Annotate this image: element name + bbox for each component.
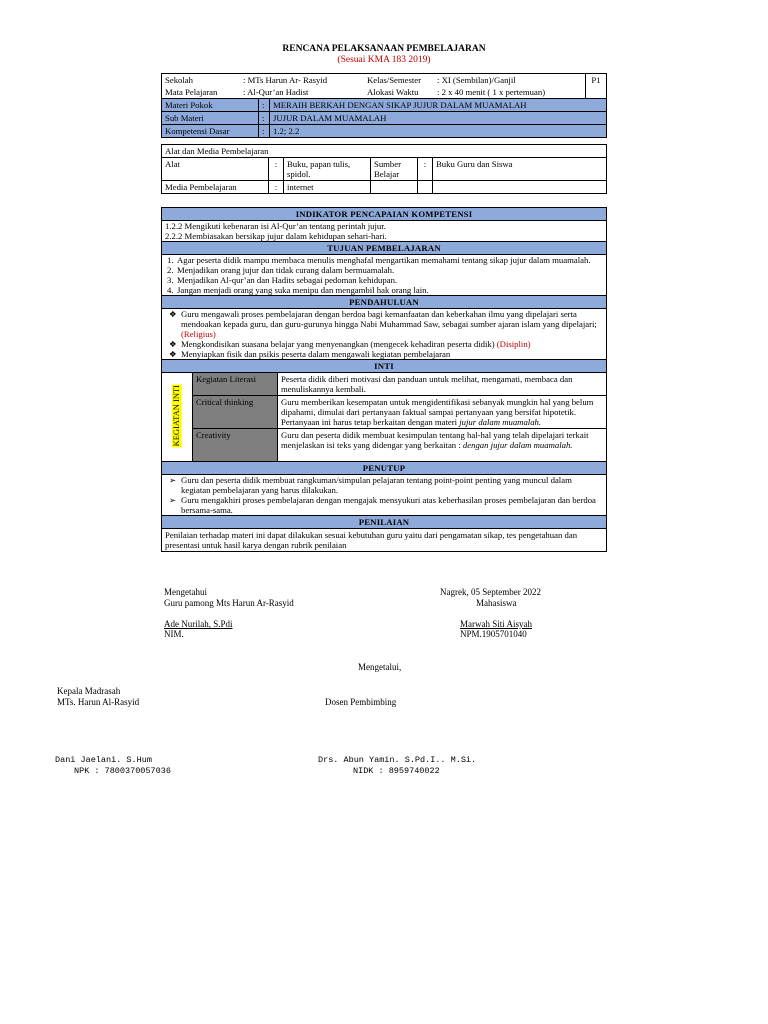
inti-row-text: Guru memberikan kesempatan untuk mengidentifikasi sebanyak mungkin hal yang belum dipahami, dimulai dari pertanyaan faktual sampai pertanyaan yang bersifat hipotetik. Pertanyaan ini harus tetap berkaitan dengan materi jujur dalam muamalah. [278,396,607,429]
alokasi-label: Alokasi Waktu [367,87,419,97]
tujuan-item: 4. Jangan menjadi orang yang suka menipu dan mengambil hak orang lain. [167,285,429,295]
colon: : [269,158,284,181]
diamond-bullet-icon: ❖ [169,339,177,349]
penutup-item: ➢ Guru mengakhiri proses pembelajaran dengan mengajak mensyukuri atas keberhasilan proses pembelajaran dan berdoa bersama-sama. [169,495,596,515]
sub-value: JUJUR DALAM MUAMALAH [270,112,607,125]
inti-heading: INTI [162,360,607,373]
tujuan-item: 2. Menjadikan orang jujur dan tidak curang dalam bermuamalah. [167,265,395,275]
inti-row-label: Creativity [193,429,278,462]
main-table [161,207,607,552]
sig-kepala-name: Dani Jaelani. S.Hum [55,755,152,765]
sig-left-name: Ade Nurilah, S.Pdi [164,619,233,629]
alat-value: Buku, papan tulis, spidol. [284,158,371,181]
tujuan-item: 1. Agar peserta didik mampu membaca menulis menghafal mengartikan memahami tentang sikap jujur dalam muamalah. [167,255,591,265]
sumber-label: Sumber Belajar [371,158,418,181]
sekolah-value: : MTs Harun Ar- Rasyid [243,75,328,85]
pendahuluan-heading: PENDAHULUAN [162,296,607,309]
media-label: Media Pembelajaran [162,181,269,194]
colon: : [269,181,284,194]
sig-kepala-school: MTs. Harun Al-Rasyid [57,697,140,707]
code-cell: P1 [586,74,607,99]
sub-label: Sub Materi [162,112,259,125]
alokasi-value: : 2 x 40 menit ( 1 x pertemuan) [437,87,546,97]
inti-row-label: Kegiatan Literasi [193,373,278,396]
materi-value: MERAIH BERKAH DENGAN SIKAP JUJUR DALAM MUAMALAH [270,99,607,112]
penutup-heading: PENUTUP [162,462,607,475]
indikator-item: 1.2.2 Mengikuti kebenaran isi Al-Qur’an tentang perintah jujur. [165,221,386,231]
sig-right-role: Mahasiswa [476,598,517,608]
arrow-bullet-icon: ➢ [169,495,177,505]
tujuan-item: 3. Menjadikan Al-qur’an dan Hadits sebagai pedoman kehidupan. [167,275,398,285]
indikator-item: 2.2.2 Membiasakan bersikap jujur dalam kehidupan sehari-hari. [165,231,387,241]
pendahuluan-item: ❖ Menyiapkan fisik dan psikis peserta dalam mengawali kegiatan pembelajaran [169,349,451,359]
colon: : [259,112,270,125]
inti-row-text: Peserta didik diberi motivasi dan panduan untuk melihat, mengamati, membaca dan menuliskannya kembali. [278,373,607,396]
sig-right-name: Marwah Siti Aisyah [460,619,532,629]
sig-center-head: Mengetalui, [358,662,402,672]
materi-label: Materi Pokok [162,99,259,112]
alat-label: Alat [162,158,269,181]
arrow-bullet-icon: ➢ [169,475,177,485]
sig-right-place: Nagrek, 05 September 2022 [440,587,541,597]
diamond-bullet-icon: ❖ [169,349,177,359]
sig-kepala-npk: NPK : 7800370057036 [74,766,171,776]
media-table [161,144,607,194]
penilaian-heading: PENILAIAN [162,516,607,529]
sig-dosen-nidk: NIDK : 8959740022 [353,766,440,776]
mapel-label: Mata Pelajaran [165,87,218,97]
sig-right-npm: NPM.1905701040 [460,629,527,639]
pendahuluan-item: ❖ Mengkondisikan suasana belajar yang menyenangkan (mengecek kehadiran peserta didik) (Disiplin) [169,339,531,349]
pendahuluan-item: ❖ Guru mengawali proses pembelajaran dengan berdoa bagi kemanfaatan dan keberkahan ilmu yang dipelajari serta mendoakan kepada guru, dan guru-gurunya hingga Nabi Muhammad Saw, sebagai sumber ajaran islam yang dipelajari; (Religius) [169,309,597,339]
kd-label: Kompetensi Dasar [162,125,259,138]
colon: : [259,125,270,138]
mapel-value: : Al-Qur’an Hadist [243,87,309,97]
sumber-value: Buku Guru dan Siswa [433,158,607,181]
sig-kepala-title: Kepala Madrasah [57,686,121,696]
identity-table [161,73,607,138]
media-heading: Alat dan Media Pembelajaran [162,145,607,158]
indikator-heading: INDIKATOR PENCAPAIAN KOMPETENSI [162,208,607,221]
colon: : [418,158,433,181]
kelas-label: Kelas/Semester [367,75,422,85]
page-subtitle: (Sesuai KMA 183 2019) [337,55,431,65]
kelas-value: : XI (Sembilan)/Ganjil [437,75,516,85]
penutup-item: ➢ Guru dan peserta didik membuat rangkuman/simpulan pelajaran tentang point-point penting yang muncul dalam kegiatan pembelajaran yang harus dilakukan. [169,475,572,495]
sig-dosen-role: Dosen Pembimbing [325,697,397,707]
sig-left-nim: NIM. [164,629,184,639]
inti-row-text: Guru dan peserta didik membuat kesimpulan tentang hal-hal yang telah dipelajari terkait menjelaskan isi teks yang didengar yang berkaitan : dengan jujur dalam muamalah. [278,429,607,462]
inti-row-label: Critical thinking [193,396,278,429]
sig-left-head: Mengetahui [164,587,207,597]
kegiatan-inti-side-label: KEGIATAN INTI [171,385,182,447]
diamond-bullet-icon: ❖ [169,309,177,319]
tujuan-heading: TUJUAN PEMBELAJARAN [162,242,607,255]
page-title: RENCANA PELAKSANAAN PEMBELAJARAN [282,44,486,54]
media-value: internet [284,181,371,194]
sig-left-role: Guru pamong Mts Harun Ar-Rasyid [164,598,294,608]
sig-dosen-name: Drs. Abun Yamin. S.Pd.I.. M.Si. [318,755,477,765]
sekolah-label: Sekolah [165,75,193,85]
colon: : [259,99,270,112]
penilaian-text: Penilaian terhadap materi ini dapat dilakukan sesuai kebutuhan guru yaitu dari pengamatan sikap, tes pengetahuan dan presentasi untuk hasil karya dengan rubrik penilaian [162,529,607,552]
kd-value: 1.2; 2.2 [270,125,607,138]
